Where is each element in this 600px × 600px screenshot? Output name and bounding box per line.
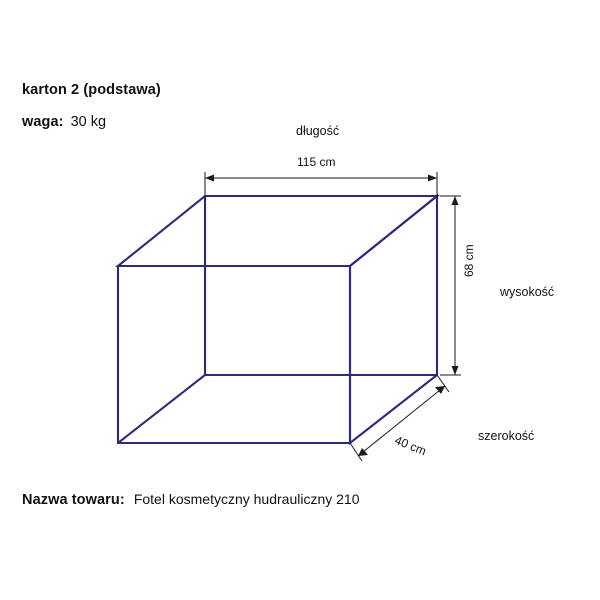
height-arrow-top	[452, 196, 459, 205]
length-arrow-left	[205, 175, 214, 182]
box-top-face	[118, 196, 437, 266]
product-row	[22, 491, 360, 508]
box-back-bottom-edge	[118, 375, 205, 443]
product-label: Nazwa towaru:	[22, 492, 125, 508]
product-value: Fotel kosmetyczny hudrauliczny 210	[133, 491, 360, 507]
width-dim-line	[358, 386, 445, 459]
carton-title: karton 2 (podstawa)	[22, 82, 161, 98]
measurement-length-value: 115 cm	[297, 155, 336, 169]
dimension-length	[205, 172, 437, 198]
measurement-height-value: 68 cm	[462, 244, 476, 277]
caption-width: szerokość	[478, 429, 535, 443]
box-wireframe	[118, 196, 437, 443]
measurement-width-value: 40 cm	[392, 433, 429, 459]
box-right-face	[350, 196, 437, 443]
caption-height: wysokość	[500, 285, 555, 299]
caption-length: długość	[296, 124, 340, 138]
height-arrow-bottom	[452, 366, 459, 375]
dimension-width	[350, 375, 449, 461]
weight-label: waga:	[22, 114, 64, 130]
weight-value: 30 kg	[70, 114, 107, 130]
dimension-height	[440, 196, 461, 375]
length-arrow-right	[428, 175, 437, 182]
